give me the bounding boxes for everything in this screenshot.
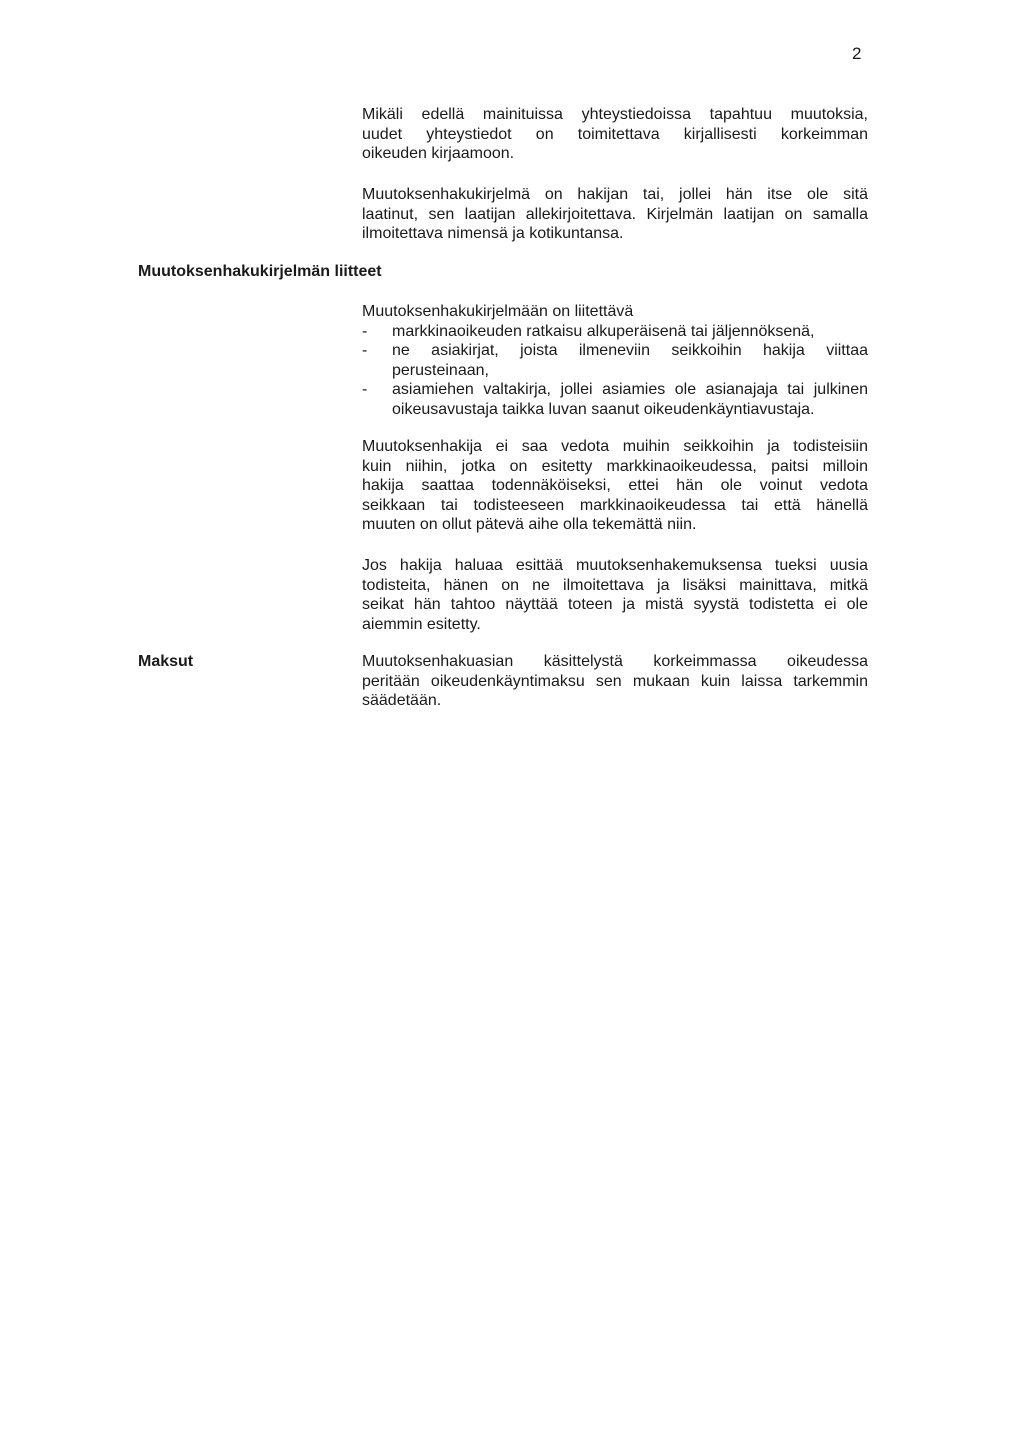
text-line: aiemmin esitetty. xyxy=(362,615,481,633)
list-intro: Muutoksenhakukirjelmään on liitettävä xyxy=(362,303,634,320)
section-heading-fees: Maksut xyxy=(138,653,194,670)
list-item xyxy=(362,380,868,419)
section-heading-attachments: Muutoksenhakukirjelmän liitteet xyxy=(138,263,382,280)
text-line: Jos hakija haluaa esittää muutoksenhakemuksensa tueksi uusia xyxy=(362,557,868,574)
text-line: perusteinaan, xyxy=(392,361,489,379)
text-line: uudet yhteystiedot on toimitettava kirjallisesti korkeimman xyxy=(362,125,868,143)
text-line: ilmoitettava nimensä ja kotikuntansa. xyxy=(362,225,624,243)
paragraph-signature xyxy=(362,185,868,244)
text-line: Muutoksenhakukirjelmä on hakijan tai, jollei hän itse ole sitä xyxy=(362,186,868,203)
text-line: laatinut, sen laatijan allekirjoitettava. Kirjelmän laatijan on samalla xyxy=(362,205,868,223)
attachments-list xyxy=(362,302,868,420)
text-line: Muutoksenhakija ei saa vedota muihin seikkoihin ja todisteisiin xyxy=(362,438,868,455)
paragraph-fees xyxy=(362,652,868,711)
text-line: Muutoksenhakuasian käsittelystä korkeimmassa oikeudessa xyxy=(362,653,868,670)
text-line: kuin niihin, jotka on esitetty markkinaoikeudessa, paitsi milloin xyxy=(362,457,868,475)
text-line: seikkaan tai todisteeseen markkinaoikeudessa tai että hänellä xyxy=(362,496,868,514)
list-item xyxy=(362,341,868,380)
text-line: muuten on ollut pätevä aihe olla tekemättä niin. xyxy=(362,516,697,534)
dash-bullet: - xyxy=(362,322,368,340)
text-line: ne asiakirjat, joista ilmeneviin seikkoihin hakija viittaa xyxy=(392,342,868,360)
text-line: markkinaoikeuden ratkaisu alkuperäisenä tai jäljennöksenä, xyxy=(392,322,815,340)
paragraph-new-evidence-notice xyxy=(362,556,868,634)
text-line: oikeuden kirjaamoon. xyxy=(362,145,515,163)
text-line: seikat hän tahtoo näyttää toteen ja mistä syystä todistetta ei ole xyxy=(362,596,868,614)
dash-bullet: - xyxy=(362,342,368,360)
text-line: hakija saattaa todennäköiseksi, ettei hän ole voinut vedota xyxy=(362,477,868,495)
text-line: oikeusavustaja taikka luvan saanut oikeudenkäyntiavustaja. xyxy=(392,400,815,418)
paragraph-new-evidence xyxy=(362,437,868,535)
text-line: todisteita, hänen on ne ilmoitettava ja lisäksi mainittava, mitkä xyxy=(362,576,868,594)
paragraph-contact-changes xyxy=(362,105,868,164)
text-line: säädetään. xyxy=(362,692,442,710)
dash-bullet: - xyxy=(362,381,368,399)
page-number: 2 xyxy=(852,44,862,63)
list-item xyxy=(362,322,868,342)
text-line: asiamiehen valtakirja, jollei asiamies ole asianajaja tai julkinen xyxy=(392,381,868,399)
text-line: Mikäli edellä mainituissa yhteystiedoissa tapahtuu muutoksia, xyxy=(362,106,868,123)
text-line: peritään oikeudenkäyntimaksu sen mukaan kuin laissa tarkemmin xyxy=(362,672,868,690)
